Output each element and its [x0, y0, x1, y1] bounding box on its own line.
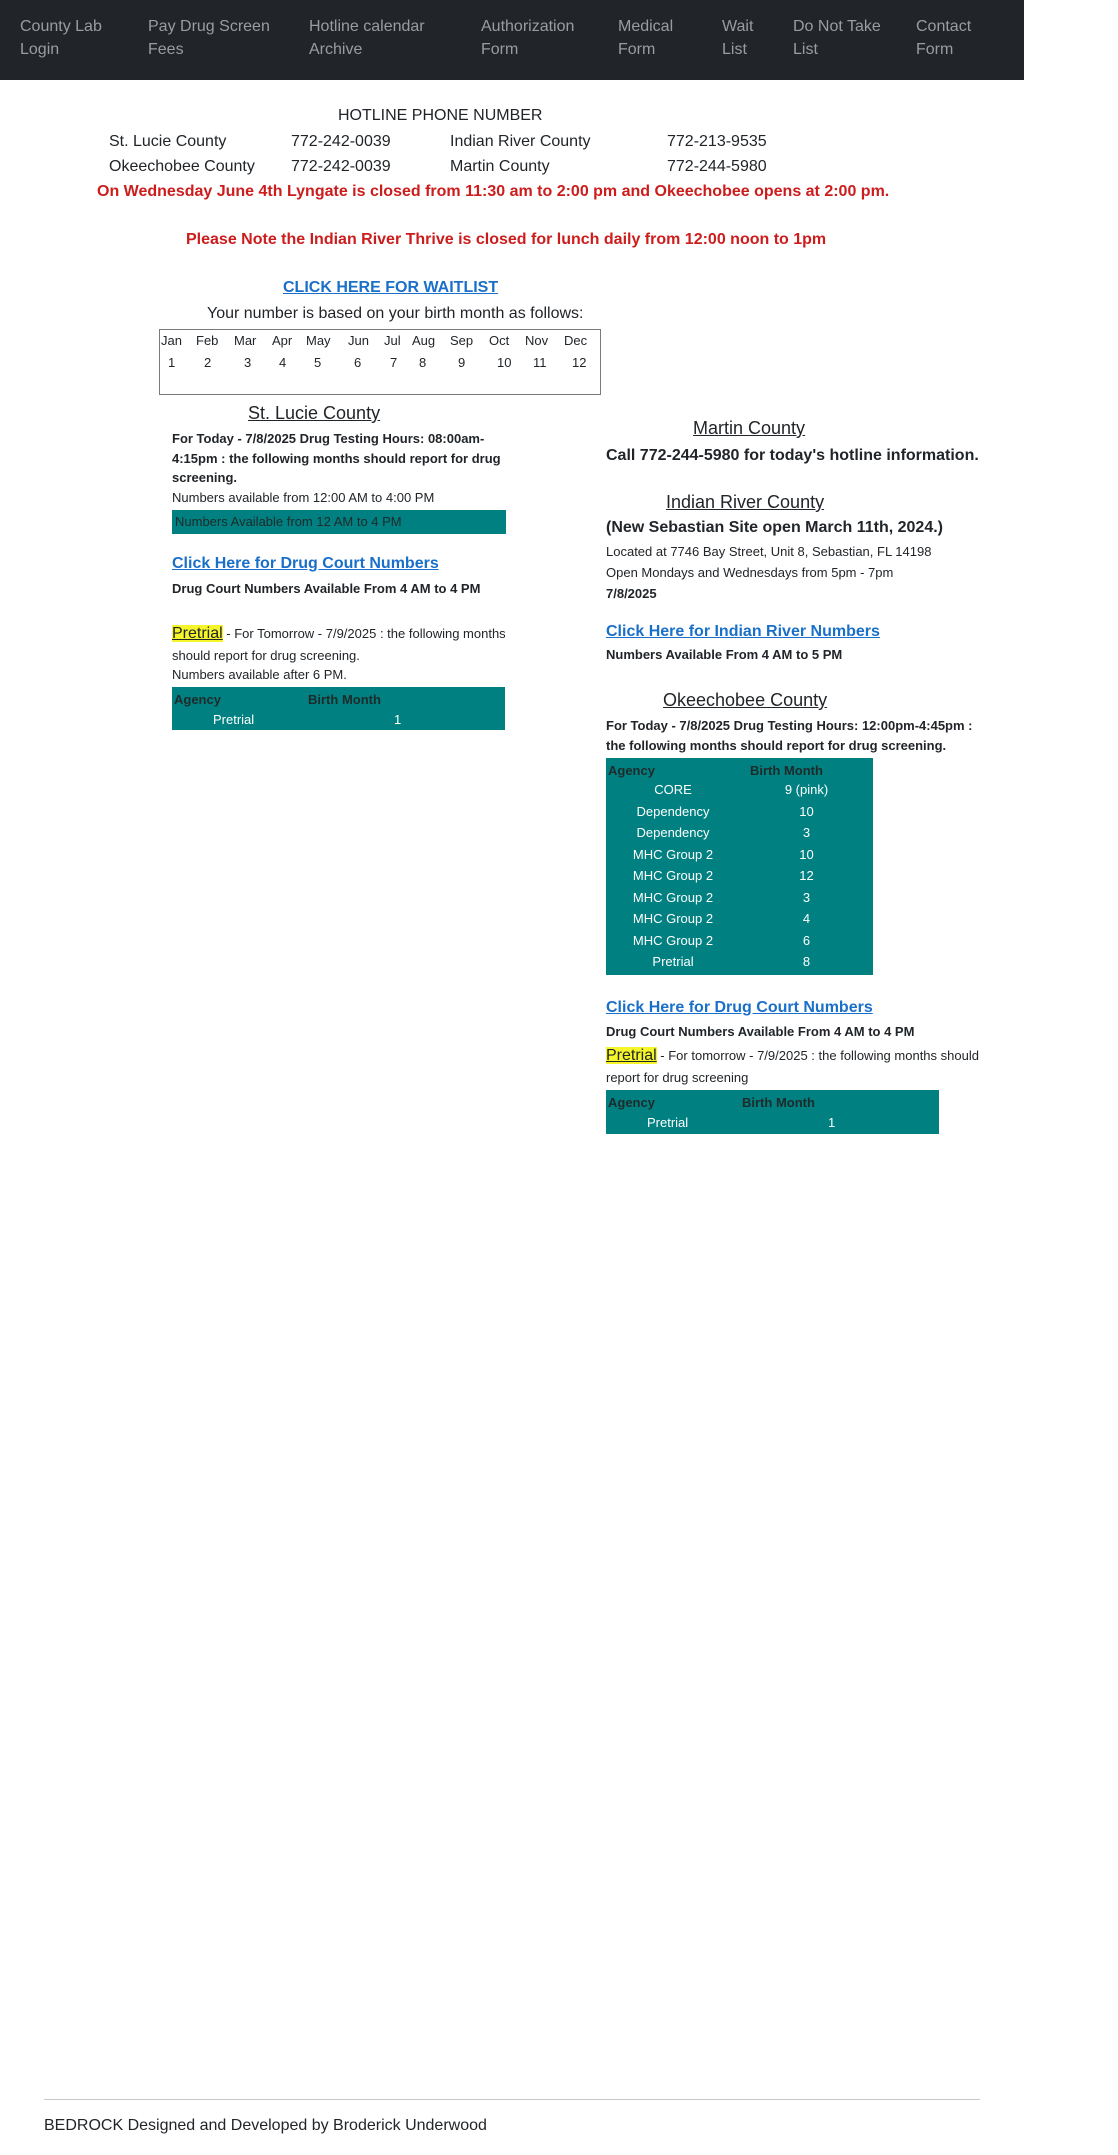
- st-lucie-tomorrow-line-2: should report for drug screening.: [172, 648, 360, 663]
- table-cell-month: 3: [802, 825, 811, 840]
- month-label: Aug: [412, 333, 436, 348]
- waitlist-subtitle: Your number is based on your birth month as follows:: [207, 305, 584, 322]
- table-cell-agency: CORE: [654, 782, 692, 797]
- month-number: 3: [244, 355, 252, 370]
- okeechobee-tomorrow-text: - For tomorrow - 7/9/2025 : the following months should: [656, 1048, 979, 1063]
- nav-hotline-calendar-archive[interactable]: Hotline calendar Archive: [309, 18, 425, 58]
- st-lucie-drug-court-link[interactable]: Click Here for Drug Court Numbers: [172, 555, 439, 572]
- table-cell-agency: Dependency: [636, 804, 710, 819]
- footer-credit: BEDROCK Designed and Developed by Broderick Underwood: [44, 2117, 487, 2134]
- st-lucie-heading: St. Lucie County: [248, 403, 381, 423]
- st-lucie-numbers-available: Numbers available from 12:00 AM to 4:00 PM: [172, 490, 435, 505]
- month-number: 9: [458, 355, 466, 370]
- okeechobee-tomorrow-line-2: report for drug screening: [606, 1070, 749, 1085]
- nav-contact-form[interactable]: Contact Form: [916, 18, 972, 58]
- month-label: Sep: [450, 333, 474, 348]
- hotline-phone: 772-242-0039: [291, 133, 391, 150]
- navbar: [0, 0, 1024, 80]
- table-cell-month: 12: [799, 868, 814, 883]
- nav-pay-drug-screen-fees[interactable]: Pay Drug Screen Fees: [148, 18, 270, 58]
- table-cell-agency: MHC Group 2: [632, 933, 714, 948]
- waitlist-link[interactable]: CLICK HERE FOR WAITLIST: [283, 279, 499, 296]
- martin-heading: Martin County: [693, 418, 806, 438]
- month-number: 7: [390, 355, 398, 370]
- indian-river-new-site: (New Sebastian Site open March 11th, 2024.): [606, 519, 943, 536]
- table-cell-month: 6: [802, 933, 811, 948]
- st-lucie-table: [172, 687, 505, 730]
- nav-medical-form[interactable]: Medical Form: [618, 18, 674, 58]
- month-number: 5: [314, 355, 322, 370]
- table-header: Agency: [608, 763, 655, 778]
- okeechobee-drug-court-hours: Drug Court Numbers Available From 4 AM to 4 PM: [606, 1024, 915, 1039]
- indian-river-numbers-link[interactable]: Click Here for Indian River Numbers: [606, 623, 880, 640]
- table-cell-agency: Pretrial: [652, 954, 694, 969]
- okeechobee-today-line: the following months should report for drug screening.: [606, 738, 947, 753]
- table-row: [606, 782, 873, 804]
- table-cell-agency: MHC Group 2: [632, 847, 714, 862]
- month-label: Nov: [525, 333, 549, 348]
- month-label: Apr: [272, 333, 293, 348]
- nav-county-lab-login[interactable]: County Lab Login: [20, 18, 102, 58]
- table-cell-agency: MHC Group 2: [632, 911, 714, 926]
- nav-authorization-form[interactable]: Authorization Form: [481, 18, 575, 58]
- table-cell-month: 9 (pink): [784, 782, 829, 797]
- month-label: Jan: [161, 333, 182, 348]
- table-cell-month: 8: [802, 954, 811, 969]
- table-cell-month: 1: [394, 712, 402, 727]
- okeechobee-today-line: For Today - 7/8/2025 Drug Testing Hours: 12:00pm-4:45pm :: [606, 718, 973, 733]
- table-row: [606, 825, 873, 847]
- month-label: Mar: [234, 333, 257, 348]
- table-header: Birth Month: [742, 1095, 815, 1110]
- month-number: 2: [204, 355, 212, 370]
- nav-wait-list[interactable]: Wait List: [722, 18, 754, 58]
- table-header: Birth Month: [750, 763, 823, 778]
- table-cell-month: 3: [802, 890, 811, 905]
- month-label: Dec: [564, 333, 588, 348]
- pretrial-highlight: Pretrial: [606, 1047, 657, 1064]
- nav-do-not-take-list[interactable]: Do Not Take List: [793, 18, 881, 58]
- month-label: Jun: [348, 333, 369, 348]
- st-lucie-today-line: 4:15pm : the following months should report for drug: [172, 451, 501, 466]
- okeechobee-table: [606, 758, 873, 975]
- st-lucie-tomorrow-text: - For Tomorrow - 7/9/2025 : the following months: [222, 626, 506, 641]
- st-lucie-drug-court-hours: Drug Court Numbers Available From 4 AM to 4 PM: [172, 581, 481, 596]
- hotline-county: Okeechobee County: [109, 158, 255, 175]
- table-cell-month: 10: [799, 847, 814, 862]
- st-lucie-today-line: screening.: [172, 470, 238, 485]
- thrive-notice: Please Note the Indian River Thrive is closed for lunch daily from 12:00 noon to 1pm: [186, 231, 827, 248]
- table-cell-agency: Pretrial: [647, 1115, 689, 1130]
- table-cell-month: 1: [828, 1115, 836, 1130]
- month-number: 6: [354, 355, 362, 370]
- indian-river-hours: Numbers Available From 4 AM to 5 PM: [606, 647, 843, 662]
- hotline-title: HOTLINE PHONE NUMBER: [338, 107, 543, 124]
- table-row: [606, 911, 873, 933]
- table-cell-month: 4: [802, 911, 811, 926]
- month-label: Jul: [384, 333, 401, 348]
- month-number: 1: [168, 355, 176, 370]
- st-lucie-after6: Numbers available after 6 PM.: [172, 667, 347, 682]
- pretrial-highlight: Pretrial: [172, 625, 223, 642]
- lyngate-notice: On Wednesday June 4th Lyngate is closed from 11:30 am to 2:00 pm and Okeechobee opens at 2:00 pm.: [97, 183, 890, 200]
- st-lucie-today-line: For Today - 7/8/2025 Drug Testing Hours: 08:00am-: [172, 431, 485, 446]
- table-cell-agency: MHC Group 2: [632, 890, 714, 905]
- indian-river-location: Located at 7746 Bay Street, Unit 8, Sebastian, FL 14198: [606, 544, 932, 559]
- okeechobee-heading: Okeechobee County: [663, 690, 828, 710]
- month-number: 8: [419, 355, 427, 370]
- footer-divider: [44, 2099, 980, 2100]
- table-header: Agency: [174, 692, 221, 707]
- table-cell-agency: Pretrial: [213, 712, 255, 727]
- okeechobee-tomorrow-line: [606, 1046, 979, 1065]
- month-number: 4: [279, 355, 287, 370]
- indian-river-open-hours: Open Mondays and Wednesdays from 5pm - 7pm: [606, 565, 894, 580]
- month-number: 12: [572, 355, 587, 370]
- hotline-county: Martin County: [450, 158, 550, 175]
- month-label: May: [306, 333, 331, 348]
- month-number: 10: [497, 355, 512, 370]
- table-cell-agency: MHC Group 2: [632, 868, 714, 883]
- table-row: [606, 868, 873, 890]
- okeechobee-drug-court-link[interactable]: Click Here for Drug Court Numbers: [606, 999, 873, 1016]
- table-row: [606, 847, 873, 869]
- table-row: [606, 890, 873, 912]
- birth-month-calendar: [159, 329, 601, 395]
- table-row: [606, 933, 873, 955]
- hotline-phone: 772-244-5980: [667, 158, 767, 175]
- table-row: [606, 804, 873, 826]
- hotline-county: Indian River County: [450, 133, 591, 150]
- table-cell-agency: Dependency: [636, 825, 710, 840]
- table-header: Birth Month: [308, 692, 381, 707]
- hotline-phone: 772-213-9535: [667, 133, 767, 150]
- month-number: 11: [533, 355, 547, 370]
- month-label: Oct: [489, 333, 510, 348]
- table-header: Agency: [608, 1095, 655, 1110]
- hotline-county: St. Lucie County: [109, 133, 227, 150]
- table-cell-month: 10: [799, 804, 814, 819]
- hotline-phone: 772-242-0039: [291, 158, 391, 175]
- martin-call-text: Call 772-244-5980 for today's hotline information.: [606, 447, 979, 464]
- okeechobee-tomorrow-table: [606, 1090, 939, 1134]
- table-row: [606, 954, 873, 976]
- month-label: Feb: [196, 333, 219, 348]
- st-lucie-tomorrow-line: [172, 624, 506, 643]
- indian-river-date: 7/8/2025: [606, 586, 657, 601]
- indian-river-heading: Indian River County: [666, 492, 825, 512]
- st-lucie-availability-bar: Numbers Available from 12 AM to 4 PM: [172, 510, 506, 534]
